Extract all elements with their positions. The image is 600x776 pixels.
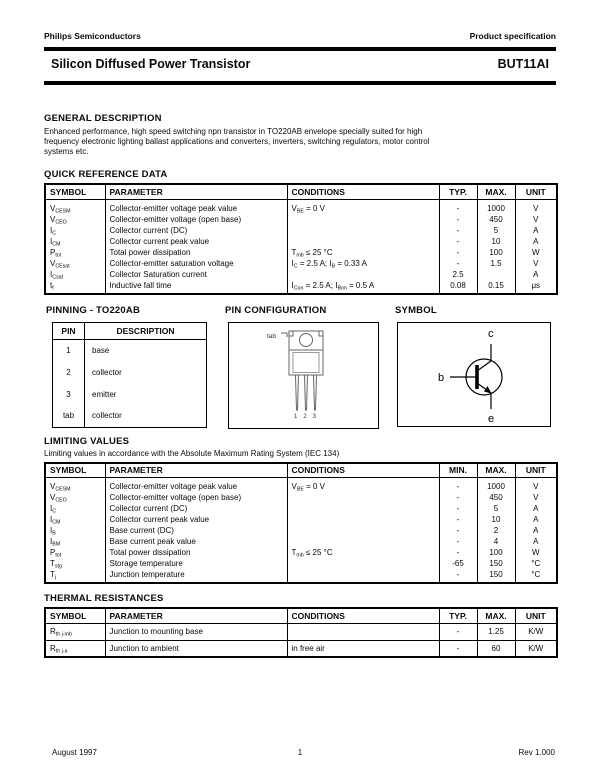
unit-cell: A xyxy=(533,236,539,246)
max-cell: 10 xyxy=(491,236,501,246)
unit-cell: A xyxy=(533,504,539,513)
column-header-typ: TYP. xyxy=(439,184,477,199)
parameter-cell: Storage temperature xyxy=(109,559,183,568)
symbol-cell: $t_f$ xyxy=(50,280,54,292)
unit-cell: V xyxy=(533,258,539,268)
title-row xyxy=(44,57,556,73)
tab-label: tab xyxy=(267,332,277,340)
symbol-cell: $I_{BM}$ xyxy=(50,537,61,548)
conditions-column xyxy=(287,199,439,294)
table-header-row xyxy=(45,463,557,478)
min-cell: - xyxy=(456,570,460,579)
symbol-cell: $I_B$ xyxy=(50,526,56,537)
table-row xyxy=(53,405,207,427)
column-header-unit: UNIT xyxy=(515,184,557,199)
pinning-section xyxy=(44,305,556,429)
column-header-conditions: CONDITIONS xyxy=(287,608,439,623)
max-cell: 1.25 xyxy=(477,623,515,640)
pin-description-cell: emitter xyxy=(92,389,117,399)
pin-cell: 1 xyxy=(53,339,85,361)
unit-cell: A xyxy=(533,515,539,524)
unit-cell: A xyxy=(533,537,539,546)
symbol-cell: $I_{Csat}$ xyxy=(50,269,64,281)
footer-date: August 1997 xyxy=(52,748,97,757)
conditions-cell xyxy=(292,269,435,280)
column-header-description: DESCRIPTION xyxy=(85,322,207,339)
max-cell: 100 xyxy=(489,548,503,557)
header-rule-bottom xyxy=(44,81,556,85)
table-row xyxy=(45,640,557,657)
symbol-column xyxy=(45,199,105,294)
column-header-max: MAX. xyxy=(477,608,515,623)
column-header-conditions: CONDITIONS xyxy=(287,463,439,478)
max-cell: 1.5 xyxy=(490,258,502,268)
conditions-cell: in free air xyxy=(287,640,439,657)
unit-cell: W xyxy=(531,247,540,257)
limiting-values-subtitle: Limiting values in accordance with the Absolute Maximum Rating System (IEC 134) xyxy=(44,448,340,458)
typ-cell: - xyxy=(456,214,460,224)
conditions-cell xyxy=(292,536,435,547)
section-heading-pin-configuration: PIN CONFIGURATION xyxy=(225,304,327,316)
conditions-cell: $I_C = 2.5$ A; $I_B = 0.33$ A xyxy=(291,258,367,270)
typ-cell: 0.08 xyxy=(450,280,466,290)
header-rule-top xyxy=(44,47,556,51)
base-label: b xyxy=(438,371,445,384)
parameter-cell: Base current (DC) xyxy=(109,526,174,535)
conditions-cell xyxy=(292,492,435,503)
parameter-cell: Collector current peak value xyxy=(109,515,210,524)
typ-cell: - xyxy=(456,203,460,213)
general-description-text xyxy=(44,127,556,157)
conditions-cell xyxy=(292,525,435,536)
max-cell: 100 xyxy=(489,247,503,257)
typ-column xyxy=(439,199,477,294)
max-cell: 5 xyxy=(493,225,499,235)
column-header-symbol: SYMBOL xyxy=(45,608,105,623)
section-heading-general-description: GENERAL DESCRIPTION xyxy=(44,113,162,124)
min-cell: - xyxy=(456,482,460,491)
max-cell: 1000 xyxy=(487,482,505,491)
symbol-cell: $I_C$ xyxy=(50,225,57,237)
parameter-cell: Collector current (DC) xyxy=(109,504,188,513)
min-cell: - xyxy=(456,504,460,513)
parameter-cell: Collector Saturation current xyxy=(109,269,207,279)
symbol-cell: $V_{CESM}$ xyxy=(50,203,71,215)
column-header-typ: TYP. xyxy=(439,608,477,623)
parameter-column xyxy=(105,478,287,584)
page-title: Silicon Diffused Power Transistor xyxy=(51,57,251,71)
symbol-cell: $I_{CM}$ xyxy=(50,236,61,248)
column-header-parameter: PARAMETER xyxy=(105,463,287,478)
parameter-cell: Junction to mounting base xyxy=(105,623,287,640)
document-header xyxy=(44,31,556,41)
table-header-row xyxy=(45,608,557,623)
conditions-cell xyxy=(287,623,439,640)
parameter-column xyxy=(105,199,287,294)
unit-cell: A xyxy=(533,269,539,279)
parameter-cell: Total power dissipation xyxy=(109,247,191,257)
column-header-min: MIN. xyxy=(439,463,477,478)
max-cell: 4 xyxy=(493,537,499,546)
max-cell: 450 xyxy=(489,214,503,224)
table-row xyxy=(53,339,207,361)
max-cell: 1000 xyxy=(487,203,505,213)
min-column xyxy=(439,478,477,584)
max-cell xyxy=(482,269,511,280)
conditions-column xyxy=(287,478,439,584)
parameter-cell: Collector-emitter voltage (open base) xyxy=(109,493,242,502)
typ-cell: - xyxy=(439,640,477,657)
unit-cell: °C xyxy=(531,570,541,579)
unit-cell: K/W xyxy=(515,640,557,657)
symbol-cell: $P_{tot}$ xyxy=(50,247,62,259)
symbol-cell: $I_C$ xyxy=(50,504,57,515)
table-row xyxy=(53,361,207,383)
max-cell: 150 xyxy=(489,559,503,568)
collector-label: c xyxy=(488,327,494,340)
to220-package-drawing xyxy=(229,323,377,427)
page-content xyxy=(44,0,556,658)
max-column xyxy=(477,199,515,294)
unit-cell: K/W xyxy=(515,623,557,640)
symbol-cell: $P_{tot}$ xyxy=(50,548,62,559)
typ-cell: - xyxy=(456,258,460,268)
unit-cell: A xyxy=(533,526,539,535)
conditions-cell xyxy=(292,558,435,569)
pin-description-cell: collector xyxy=(92,367,122,377)
section-heading-pinning: PINNING - TO220AB xyxy=(46,304,141,316)
parameter-cell: Collector-emitter saturation voltage xyxy=(109,258,234,268)
column-header-unit: UNIT xyxy=(515,463,557,478)
table-header-row xyxy=(45,184,557,199)
table-body xyxy=(45,478,557,584)
column-header-symbol: SYMBOL xyxy=(45,463,105,478)
conditions-cell: $T_{mb} \le 25$ °C xyxy=(291,247,333,259)
column-header-max: MAX. xyxy=(477,463,515,478)
part-number: BUT11AI xyxy=(497,57,549,71)
unit-cell: °C xyxy=(531,559,541,568)
column-header-unit: UNIT xyxy=(515,608,557,623)
symbol-cell: $V_{CEO}$ xyxy=(50,493,67,504)
pin-description-cell: collector xyxy=(92,411,122,421)
parameter-cell: Total power dissipation xyxy=(109,548,191,557)
conditions-cell: $I_{Con} = 2.5$ A; $I_{Bon} = 0.5$ A xyxy=(291,280,375,292)
parameter-cell: Junction to ambient xyxy=(105,640,287,657)
symbol-column xyxy=(45,478,105,584)
description-line: frequency electronic lighting ballast applications and converters, inverters, switching regulators, motor control xyxy=(44,137,430,146)
pin-number-labels: 123 xyxy=(294,413,323,420)
unit-column xyxy=(515,199,557,294)
parameter-cell: Collector-emitter voltage (open base) xyxy=(109,214,242,224)
parameter-cell: Collector-emitter voltage peak value xyxy=(109,482,238,491)
column-header-conditions: CONDITIONS xyxy=(287,184,439,199)
section-heading-symbol: SYMBOL xyxy=(395,304,437,316)
symbol-cell: $V_{CEsat}$ xyxy=(50,258,70,270)
typ-cell: 2.5 xyxy=(452,269,464,279)
parameter-cell: Junction temperature xyxy=(109,570,185,579)
column-header-parameter: PARAMETER xyxy=(105,184,287,199)
footer-page-number: 1 xyxy=(297,748,303,757)
unit-cell: A xyxy=(533,225,539,235)
conditions-cell: $T_{mb} \le 25$ °C xyxy=(291,548,333,559)
unit-cell: V xyxy=(533,214,539,224)
typ-cell: - xyxy=(439,623,477,640)
unit-cell: μs xyxy=(531,280,541,290)
symbol-cell: $T_{stg}$ xyxy=(50,559,62,570)
conditions-cell xyxy=(292,503,435,514)
min-cell: - xyxy=(456,526,460,535)
npn-transistor-symbol-drawing xyxy=(398,323,549,425)
min-cell: -65 xyxy=(452,559,464,568)
min-cell: - xyxy=(456,515,460,524)
parameter-cell: Base current peak value xyxy=(109,537,196,546)
unit-cell: V xyxy=(533,482,539,491)
column-header-pin: PIN xyxy=(53,322,85,339)
conditions-cell: $V_{BE} = 0$ V xyxy=(291,482,325,493)
symbol-cell: $I_{CM}$ xyxy=(50,515,61,526)
typ-cell: - xyxy=(456,225,460,235)
thermal-resistances-table xyxy=(44,607,558,658)
min-cell: - xyxy=(456,493,460,502)
unit-cell: W xyxy=(531,548,540,557)
column-header-parameter: PARAMETER xyxy=(105,608,287,623)
emitter-label: e xyxy=(488,412,495,425)
section-heading-quick-reference: QUICK REFERENCE DATA xyxy=(44,169,168,180)
max-cell: 5 xyxy=(493,504,499,513)
unit-cell: V xyxy=(533,203,539,213)
table-row xyxy=(53,383,207,405)
max-cell: 450 xyxy=(489,493,503,502)
spec-type: Product specification xyxy=(469,31,556,41)
symbol-cell: $V_{CEO}$ xyxy=(50,214,67,226)
max-cell: 150 xyxy=(489,570,503,579)
max-cell: 2 xyxy=(493,526,499,535)
conditions-cell xyxy=(292,225,435,236)
unit-column xyxy=(515,478,557,584)
conditions-cell xyxy=(292,569,435,580)
parameter-cell: Collector current peak value xyxy=(109,236,210,246)
min-cell: - xyxy=(456,548,460,557)
column-header-symbol: SYMBOL xyxy=(45,184,105,199)
max-cell: 10 xyxy=(491,515,501,524)
symbol-cell: $R_{th j-mb}$ xyxy=(45,623,105,640)
publisher-name: Philips Semiconductors xyxy=(44,31,141,41)
symbol-cell: $R_{th j-a}$ xyxy=(45,640,105,657)
table-body xyxy=(45,199,557,294)
pinning-table xyxy=(52,322,207,428)
description-line: Enhanced performance, high speed switching npn transistor in TO220AB envelope specially suited for high xyxy=(44,127,423,136)
pinning-header-row xyxy=(53,322,207,339)
parameter-cell: Collector-emitter voltage peak value xyxy=(109,203,238,213)
pin-cell: tab xyxy=(53,405,85,427)
typ-cell: - xyxy=(456,236,460,246)
pin-cell: 3 xyxy=(53,383,85,405)
symbol-cell: $T_j$ xyxy=(50,570,57,581)
conditions-cell xyxy=(292,214,435,225)
max-cell: 60 xyxy=(477,640,515,657)
limiting-values-table xyxy=(44,462,558,585)
pin-description-cell: base xyxy=(92,345,110,355)
footer-revision: Rev 1.000 xyxy=(518,748,555,757)
parameter-cell: Inductive fall time xyxy=(109,280,172,290)
quick-reference-table xyxy=(44,183,558,295)
pin-cell: 2 xyxy=(53,361,85,383)
pin-configuration-box xyxy=(228,322,379,429)
parameter-cell: Collector current (DC) xyxy=(109,225,188,235)
min-cell: - xyxy=(456,537,460,546)
section-heading-thermal-resistances: THERMAL RESISTANCES xyxy=(44,593,164,604)
description-line: systems etc. xyxy=(44,147,89,156)
max-column xyxy=(477,478,515,584)
column-header-max: MAX. xyxy=(477,184,515,199)
conditions-cell: $V_{BE} = 0$ V xyxy=(291,203,325,215)
conditions-cell xyxy=(292,236,435,247)
section-heading-limiting-values: LIMITING VALUES xyxy=(44,435,130,447)
table-row xyxy=(45,623,557,640)
symbol-box xyxy=(397,322,551,427)
symbol-cell: $V_{CESM}$ xyxy=(50,482,71,493)
unit-cell: V xyxy=(533,493,539,502)
typ-cell: - xyxy=(456,247,460,257)
max-cell: 0.15 xyxy=(488,280,504,290)
conditions-cell xyxy=(292,514,435,525)
